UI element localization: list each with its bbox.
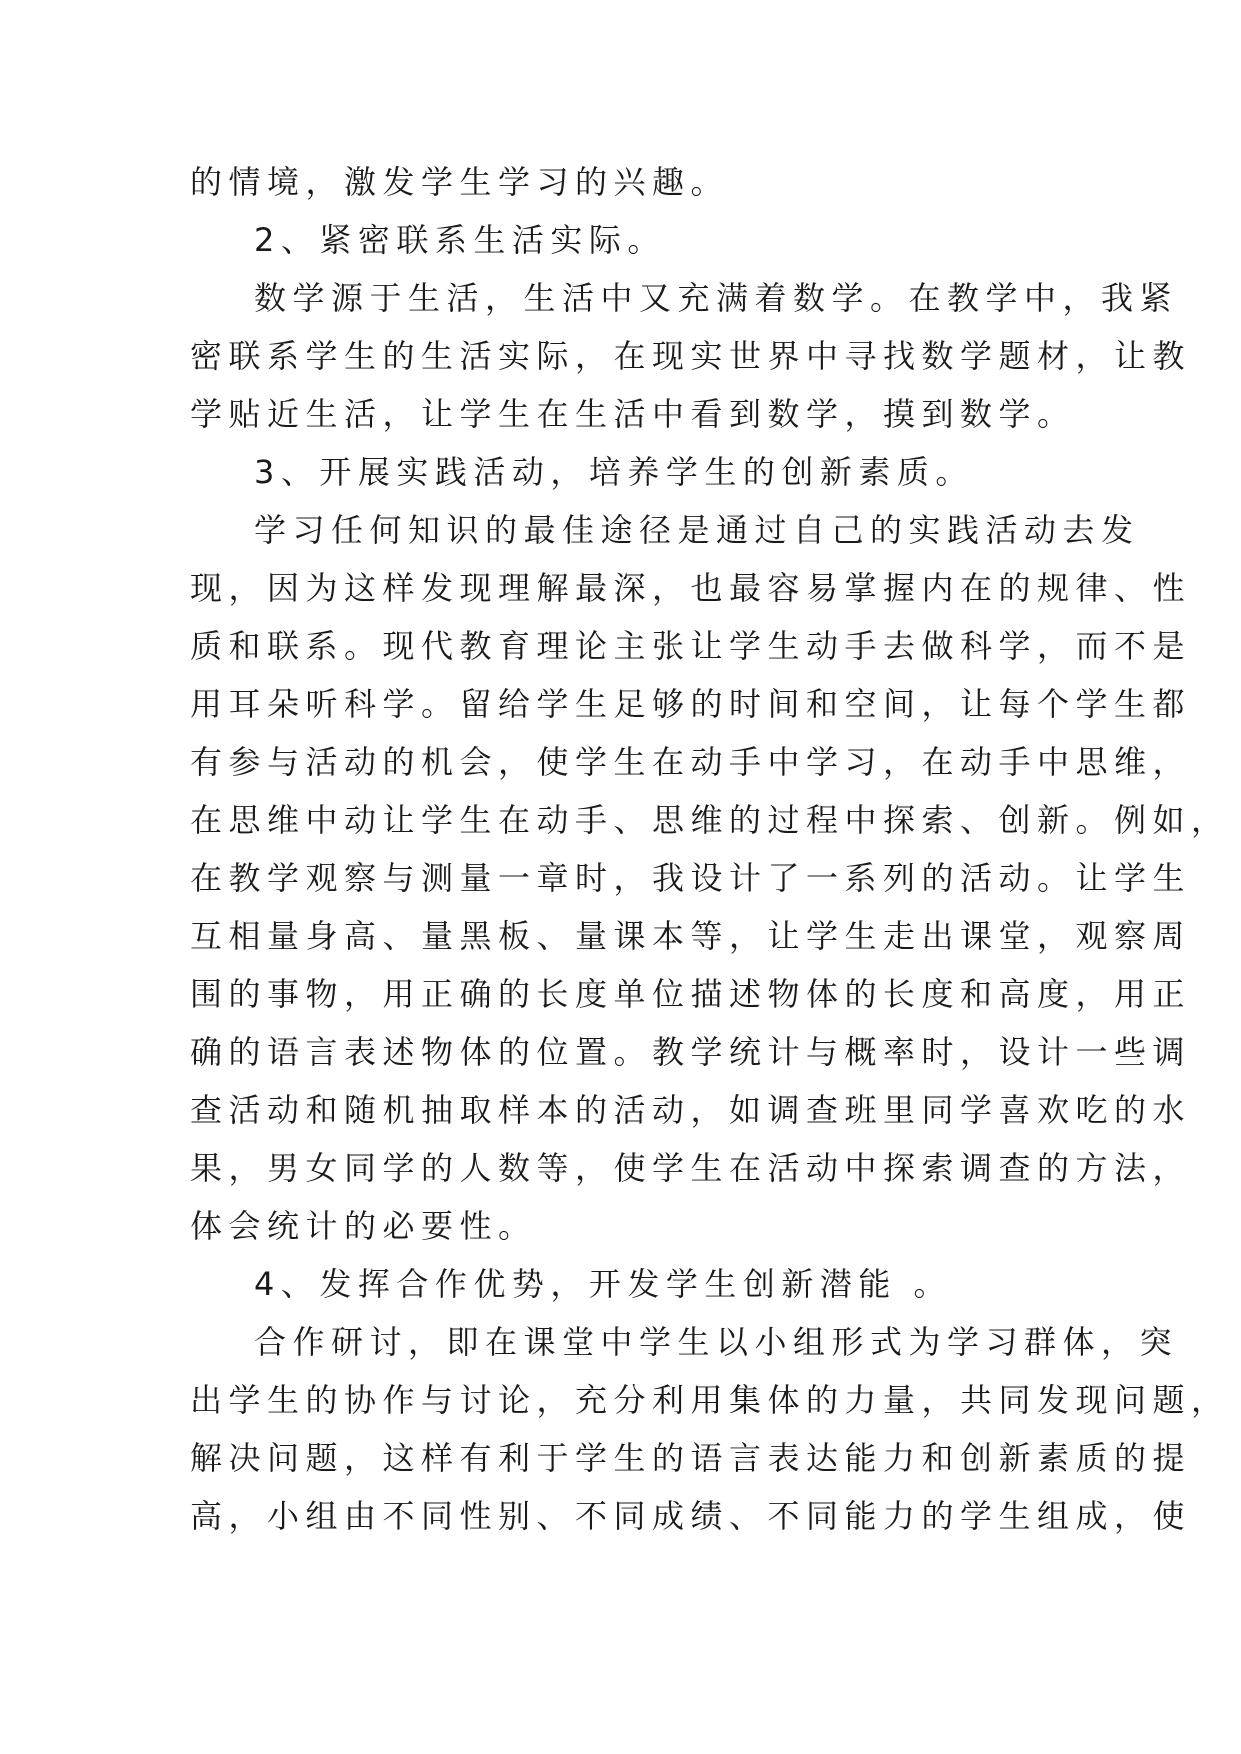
text-line: 确的语言表述物体的位置。教学统计与概率时，设计一些调 <box>190 1033 1192 1071</box>
text-line: 在教学观察与测量一章时，我设计了一系列的活动。让学生 <box>190 859 1192 897</box>
text-line: 合作研讨，即在课堂中学生以小组形式为学习群体，突 <box>254 1323 1179 1361</box>
text-line: 的情境，激发学生学习的兴趣。 <box>190 163 730 201</box>
text-line: 有参与活动的机会，使学生在动手中学习，在动手中思维， <box>190 743 1192 781</box>
section-heading: 3、开展实践活动，培养学生的创新素质。 <box>254 453 974 491</box>
text-line: 数学源于生活，生活中又充满着数学。在教学中，我紧 <box>254 279 1179 317</box>
text-line: 学贴近生活，让学生在生活中看到数学，摸到数学。 <box>190 395 1076 433</box>
section-heading: 4、发挥合作优势，开发学生创新潜能 。 <box>254 1265 953 1303</box>
text-line: 查活动和随机抽取样本的活动，如调查班里同学喜欢吃的水 <box>190 1091 1192 1129</box>
text-line: 用耳朵听科学。留给学生足够的时间和空间，让每个学生都 <box>190 685 1192 723</box>
text-line: 质和联系。现代教育理论主张让学生动手去做科学，而不是 <box>190 627 1192 665</box>
text-line: 围的事物，用正确的长度单位描述物体的长度和高度，用正 <box>190 975 1192 1013</box>
text-line: 密联系学生的生活实际，在现实世界中寻找数学题材，让教 <box>190 337 1192 375</box>
text-line: 在思维中动让学生在动手、思维的过程中探索、创新。例如， <box>190 801 1230 839</box>
text-line: 果，男女同学的人数等，使学生在活动中探索调查的方法， <box>190 1149 1192 1187</box>
text-line: 体会统计的必要性。 <box>190 1207 537 1245</box>
text-line: 学习任何知识的最佳途径是通过自己的实践活动去发 <box>254 511 1140 549</box>
text-line: 互相量身高、量黑板、量课本等，让学生走出课堂，观察周 <box>190 917 1192 955</box>
text-line: 现，因为这样发现理解最深，也最容易掌握内在的规律、性 <box>190 569 1192 607</box>
section-heading: 2、紧密联系生活实际。 <box>254 221 666 259</box>
text-line: 出学生的协作与讨论，充分利用集体的力量，共同发现问题， <box>190 1381 1230 1419</box>
text-line: 高，小组由不同性别、不同成绩、不同能力的学生组成，使 <box>190 1497 1192 1535</box>
text-line: 解决问题，这样有利于学生的语言表达能力和创新素质的提 <box>190 1439 1192 1477</box>
